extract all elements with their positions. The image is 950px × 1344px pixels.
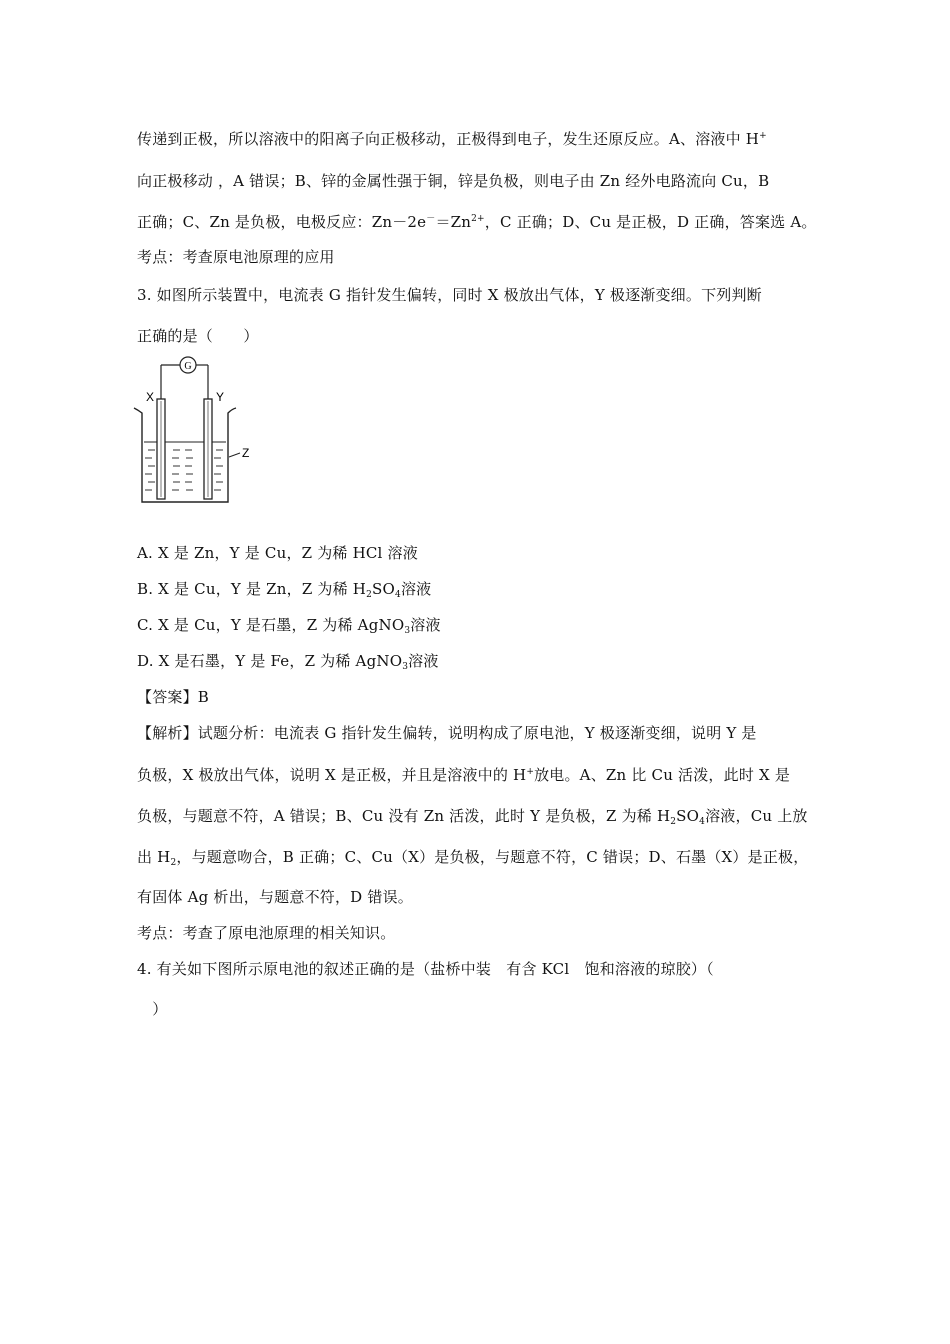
galvanic-cell-diagram (128, 350, 268, 510)
q3-option-a: A. X 是 Zn，Y 是 Cu，Z 为稀 HCl 溶液 (137, 544, 418, 562)
q3-option-c: C. X 是 Cu，Y 是石墨，Z 为稀 AgNO$_3$溶液 (137, 616, 441, 636)
q3-option-b: B. X 是 Cu，Y 是 Zn，Z 为稀 $H_2SO_4$溶液 (137, 580, 432, 600)
prev-explanation-line-2: 向正极移动 ，A 错误；B、锌的金属性强于铜，锌是负极，则电子由 Zn 经外电路流向 Cu，B (137, 172, 770, 190)
q4-stem-line-1: 4. 有关如下图所示原电池的叙述正确的是（盐桥中装 有含 KCl 饱和溶液的琼胶）（ (137, 960, 714, 978)
label-y: Y (216, 390, 225, 404)
q3-explanation-line-4: 出 $H_2$，与题意吻合，B 正确；C、Cu（X）是负极，与题意不符，C 错误；D、石墨（X）是正极， (137, 848, 809, 868)
prev-explanation-line-3: 正确；C、Zn 是负极，电极反应：$Zn-2e^-=Zn^{2+}$，C 正确；D、Cu 是正极，D 正确，答案选 A。 (137, 213, 817, 231)
prev-explanation-line-1: 传递到正极，所以溶液中的阳离子向正极移动，正极得到电子，发生还原反应。A、溶液中 H+ (137, 130, 767, 148)
label-x: X (146, 390, 155, 404)
q3-stem-line-1: 3. 如图所示装置中，电流表 G 指针发生偏转，同时 X 极放出气体，Y 极逐渐变细。下列判断 (137, 286, 762, 304)
q3-option-d: D. X 是石墨，Y 是 Fe，Z 为稀 AgNO$_3$溶液 (137, 652, 439, 672)
q3-key-point: 考点：考查了原电池原理的相关知识。 (137, 924, 396, 942)
q3-explanation-line-5: 有固体 Ag 析出，与题意不符，D 错误。 (137, 888, 413, 906)
q3-explanation-line-2: 负极，X 极放出气体，说明 X 是正极，并且是溶液中的 H+放电。A、Zn 比 Cu 活泼，此时 X 是 (137, 766, 791, 784)
beaker (134, 408, 236, 502)
galvanometer-label: G (184, 361, 192, 372)
q3-explanation-line-1: 【解析】试题分析：电流表 G 指针发生偏转，说明构成了原电池，Y 极逐渐变细，说明 Y 是 (137, 724, 757, 742)
prev-key-point: 考点：考查原电池原理的应用 (137, 248, 335, 266)
q3-stem-line-2: 正确的是（ ） (137, 327, 259, 345)
q3-explanation-line-3: 负极，与题意不符，A 错误；B、Cu 没有 Zn 活泼，此时 Y 是负极，Z 为稀 $H_2SO_4$溶液，Cu 上放 (137, 807, 808, 827)
q3-answer: 【答案】B (137, 688, 210, 706)
label-z: Z (242, 446, 250, 460)
q4-stem-line-2: ） (137, 1000, 168, 1018)
